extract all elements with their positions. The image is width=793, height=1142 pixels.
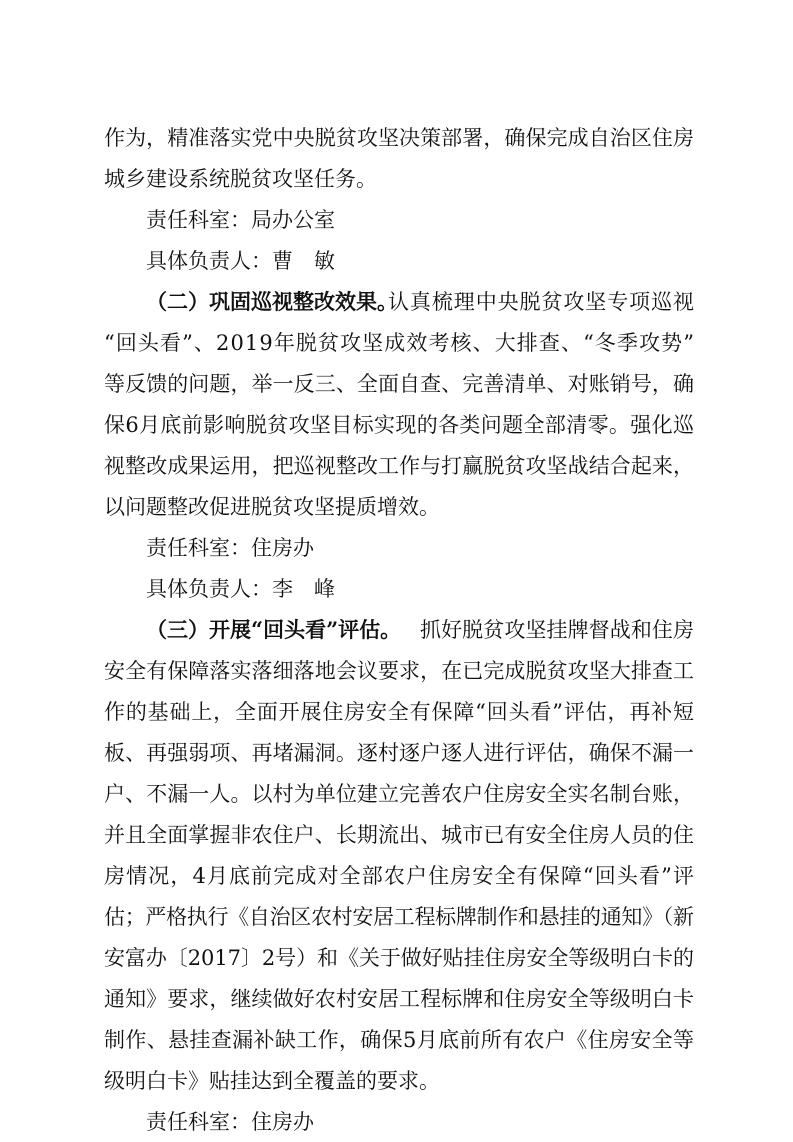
- responsible-person-line: [0, 241, 793, 281]
- line-text: 视整改成果运用，把巡视整改工作与打赢脱贫攻坚战结合起来，: [104, 454, 695, 478]
- line-text: 责任科室：局办公室: [146, 208, 335, 232]
- line-text: 安全有保障落实落细落地会议要求，在已完成脱贫攻坚大排查工: [104, 659, 695, 683]
- responsible-office-line: [0, 1102, 793, 1142]
- responsible-office-line: [0, 200, 793, 240]
- line-text: 以问题整改促进脱贫攻坚提质增效。: [104, 495, 440, 519]
- text-line: [0, 446, 793, 486]
- text-line: [0, 1061, 793, 1101]
- line-text: “回头看”、2019年脱贫攻坚成效考核、大排查、“冬季攻势”: [104, 331, 696, 355]
- line-text: 作的基础上，全面开展住房安全有保障“回头看”评估，再补短: [104, 700, 695, 724]
- text-line: [0, 487, 793, 527]
- line-text: 制作、悬挂查漏补缺工作，确保5月底前所有农户《住房安全等: [104, 1028, 695, 1052]
- text-line: [0, 897, 793, 937]
- line-text: 城乡建设系统脱贫攻坚任务。: [104, 167, 377, 191]
- line-text: 户、不漏一人。以村为单位建立完善农户住房安全实名制台账，: [104, 782, 695, 806]
- text-line: [0, 1020, 793, 1060]
- text-line: [0, 692, 793, 732]
- line-text: 安富办〔2017〕2号）和《关于做好贴挂住房安全等级明白卡的: [104, 946, 694, 970]
- section-heading: （二）巩固巡视整改效果。: [146, 289, 398, 314]
- line-text: 等反馈的问题，举一反三、全面自查、完善清单、对账销号，确: [104, 372, 695, 396]
- line-text: 房情况，4月底前完成对全部农户住房安全有保障“回头看”评: [104, 864, 696, 888]
- line-text: 认真梳理中央脱贫攻坚专项巡视: [388, 290, 695, 314]
- text-line: [0, 856, 793, 896]
- line-text: 具体负责人：曹 敏: [146, 249, 335, 273]
- line-text: 通知》要求，继续做好农村安居工程标牌和住房安全等级明白卡: [104, 987, 695, 1011]
- text-line: [0, 774, 793, 814]
- line-text: 板、再强弱项、再堵漏洞。逐村逐户逐人进行评估，确保不漏一: [104, 741, 695, 765]
- text-line: [0, 118, 793, 158]
- text-line: [0, 733, 793, 773]
- section-heading: （三）开展“回头看”评估。: [146, 617, 402, 642]
- text-line: [0, 979, 793, 1019]
- line-text: 作为，精准落实党中央脱贫攻坚决策部署，确保完成自治区住房: [104, 126, 695, 150]
- line-text: 级明白卡》贴挂达到全覆盖的要求。: [104, 1069, 440, 1093]
- line-text: 抓好脱贫攻坚挂牌督战和住房: [420, 618, 695, 642]
- text-line: [0, 323, 793, 363]
- line-text: 责任科室：住房办: [146, 1110, 314, 1134]
- text-line: [0, 364, 793, 404]
- section-heading-line: [0, 282, 793, 322]
- text-line: [0, 815, 793, 855]
- responsible-person-line: [0, 569, 793, 609]
- text-line: [0, 651, 793, 691]
- responsible-office-line: [0, 528, 793, 568]
- section-heading-line: [0, 610, 793, 650]
- text-line: [0, 159, 793, 199]
- text-line: [0, 405, 793, 445]
- line-text: 估；严格执行《自治区农村安居工程标牌制作和悬挂的通知》（新: [104, 905, 694, 929]
- line-text: 并且全面掌握非农住户、长期流出、城市已有安全住房人员的住: [104, 823, 695, 847]
- line-text: 保6月底前影响脱贫攻坚目标实现的各类问题全部清零。强化巡: [104, 413, 695, 437]
- line-text: 责任科室：住房办: [146, 536, 314, 560]
- line-text: 具体负责人：李 峰: [146, 577, 335, 601]
- text-line: [0, 938, 793, 978]
